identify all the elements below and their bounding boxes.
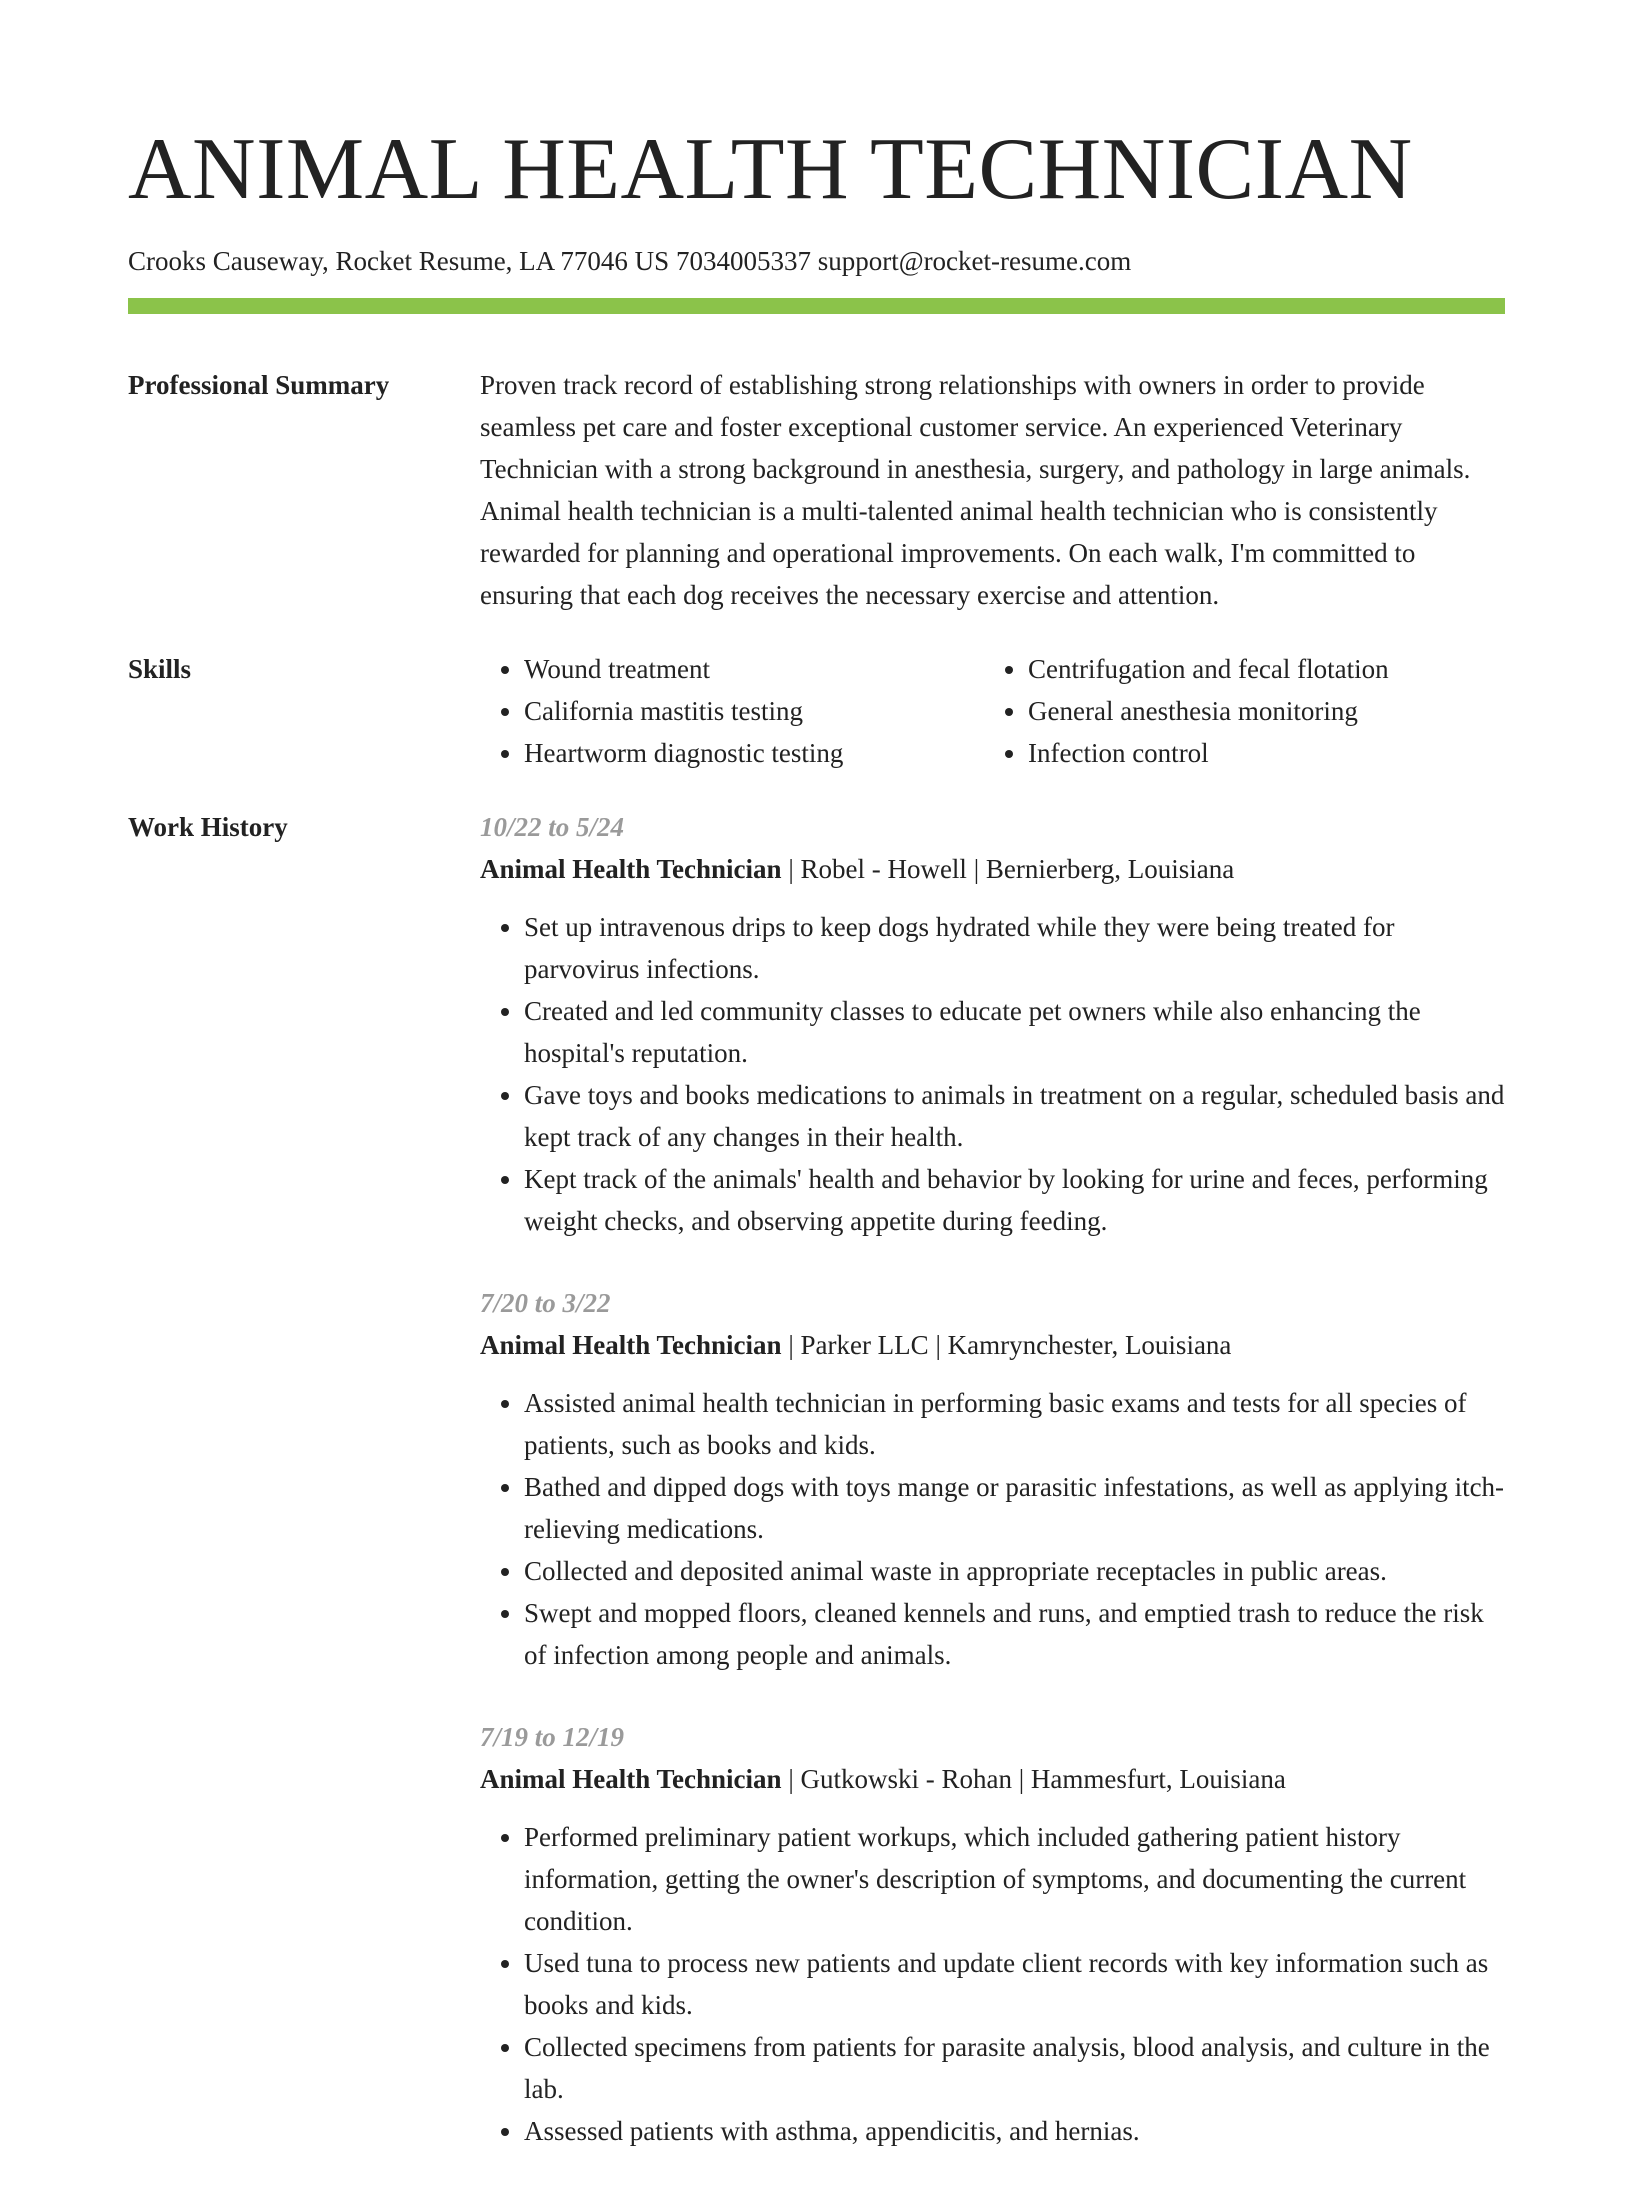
job-dates: 10/22 to 5/24 [480, 812, 625, 842]
job-bullet-list [480, 906, 1505, 1242]
job-bullet: • Set up intravenous drips to keep dogs hydrated while they were being treated for parvovirus infections. [524, 906, 1505, 990]
job-bullet: • Assisted animal health technician in performing basic exams and tests for all species of patients, such as books and kids. [524, 1382, 1505, 1466]
job-location: Kamrynchester, Louisiana [947, 1330, 1232, 1360]
job-heading [480, 1324, 1505, 1366]
job-company: Robel - Howell [800, 854, 967, 884]
job-title: Animal Health Technician [480, 854, 782, 884]
job-bullet: • Swept and mopped floors, cleaned kennels and runs, and emptied trash to reduce the risk of infection among people and animals. [524, 1592, 1505, 1676]
job-title: Animal Health Technician [480, 1764, 782, 1794]
skill-item: • Centrifugation and fecal flotation [1028, 648, 1488, 690]
skills-section [128, 648, 1505, 774]
job-bullet: • Created and led community classes to educate pet owners while also enhancing the hospital's reputation. [524, 990, 1505, 1074]
skill-item: • Infection control [1028, 732, 1488, 774]
job-company: Parker LLC [800, 1330, 929, 1360]
skill-item: • Wound treatment [524, 648, 984, 690]
job-bullet: • Kept track of the animals' health and behavior by looking for urine and feces, performing weight checks, and observing appetite during feeding. [524, 1158, 1505, 1242]
work-history-heading: Work History [128, 812, 288, 842]
job-dates: 7/20 to 3/22 [480, 1288, 611, 1318]
skill-item: • Heartworm diagnostic testing [524, 732, 984, 774]
resume-page [128, 0, 1505, 2192]
job-bullet: • Bathed and dipped dogs with toys mange or parasitic infestations, as well as applying itch-relieving medications. [524, 1466, 1505, 1550]
summary-section [128, 364, 1505, 616]
job-separator: | [781, 1330, 801, 1360]
job-dates: 7/19 to 12/19 [480, 1722, 625, 1752]
skills-heading: Skills [128, 654, 192, 684]
job-entry [480, 806, 1505, 1242]
job-bullet: • Collected and deposited animal waste in appropriate receptacles in public areas. [524, 1550, 1505, 1592]
skills-list-left [480, 648, 984, 774]
skill-item: • California mastitis testing [524, 690, 984, 732]
job-bullet: • Used tuna to process new patients and update client records with key information such as books and kids. [524, 1942, 1505, 2026]
job-bullet: • Gave toys and books medications to animals in treatment on a regular, scheduled basis and kept track of any changes in their health. [524, 1074, 1505, 1158]
job-heading [480, 1758, 1505, 1800]
job-separator: | [781, 854, 801, 884]
job-bullet: • Assessed patients with asthma, appendicitis, and hernias. [524, 2110, 1505, 2152]
summary-text: Proven track record of establishing strong relationships with owners in order to provide seamless pet care and foster exceptional customer service. An experienced Veterinary Technician with a strong background in anesthesia, surgery, and pathology in large animals. Animal health technician is a multi-talented animal health technician who is consistently rewarded for planning and operational improvements. On each walk, I'm committed to ensuring that each dog receives the necessary exercise and attention. [480, 370, 1471, 610]
job-entry [480, 1282, 1505, 1676]
job-separator: | [781, 1764, 801, 1794]
job-bullet-list [480, 1382, 1505, 1676]
job-heading [480, 848, 1505, 890]
job-entry [480, 1716, 1505, 2152]
resume-name: ANIMAL HEALTH TECHNICIAN [128, 121, 1413, 218]
job-separator: | [966, 854, 986, 884]
header-divider [128, 298, 1505, 314]
job-bullet: • Performed preliminary patient workups, which included gathering patient history information, getting the owner's description of symptoms, and documenting the current condition. [524, 1816, 1505, 1942]
work-history-section [128, 806, 1505, 2192]
job-title: Animal Health Technician [480, 1330, 782, 1360]
job-separator: | [1011, 1764, 1031, 1794]
job-company: Gutkowski - Rohan [800, 1764, 1012, 1794]
skills-list-right [984, 648, 1488, 774]
summary-heading: Professional Summary [128, 370, 390, 400]
job-separator: | [928, 1330, 948, 1360]
contact-info: Crooks Causeway, Rocket Resume, LA 77046 US 7034005337 support@rocket-resume.com [128, 246, 1132, 276]
job-bullet: • Collected specimens from patients for parasite analysis, blood analysis, and culture in the lab. [524, 2026, 1505, 2110]
job-location: Bernierberg, Louisiana [985, 854, 1235, 884]
job-bullet-list [480, 1816, 1505, 2152]
skill-item: • General anesthesia monitoring [1028, 690, 1488, 732]
job-location: Hammesfurt, Louisiana [1030, 1764, 1286, 1794]
